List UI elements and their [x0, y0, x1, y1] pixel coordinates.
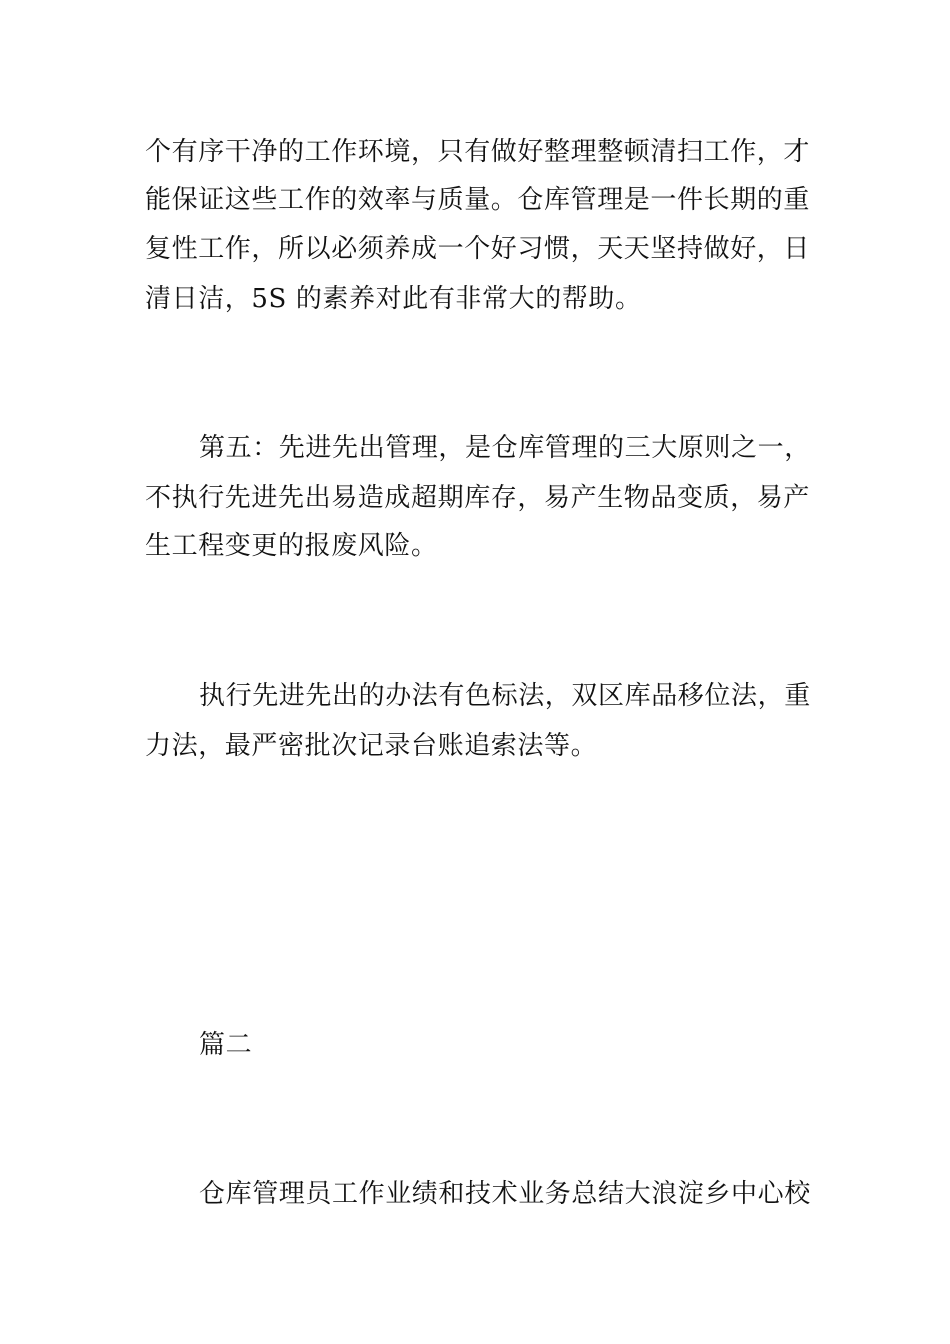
- section-heading: 篇二: [199, 1030, 253, 1060]
- paragraph-2-line-2: 不执行先进先出易造成超期库存，易产生物品变质，易产: [145, 483, 811, 513]
- paragraph-2-line-1: 第五：先进先出管理，是仓库管理的三大原则之一，: [199, 433, 811, 463]
- paragraph-5-line-1: 仓库管理员工作业绩和技术业务总结大浪淀乡中心校: [199, 1179, 811, 1209]
- paragraph-3-line-2: 力法，最严密批次记录台账追索法等。: [145, 731, 598, 761]
- paragraph-1-line-3: 复性工作，所以必须养成一个好习惯，天天坚持做好，日: [145, 234, 811, 264]
- paragraph-1-line-2: 能保证这些工作的效率与质量。仓库管理是一件长期的重: [145, 185, 811, 215]
- paragraph-2-line-3: 生工程变更的报废风险。: [145, 531, 438, 561]
- paragraph-3-line-1: 执行先进先出的办法有色标法，双区库品移位法，重: [199, 681, 811, 711]
- paragraph-1-line-1: 个有序干净的工作环境，只有做好整理整顿清扫工作，才: [145, 137, 811, 167]
- paragraph-1-line-4: 清日洁，5S 的素养对此有非常大的帮助。: [145, 284, 642, 314]
